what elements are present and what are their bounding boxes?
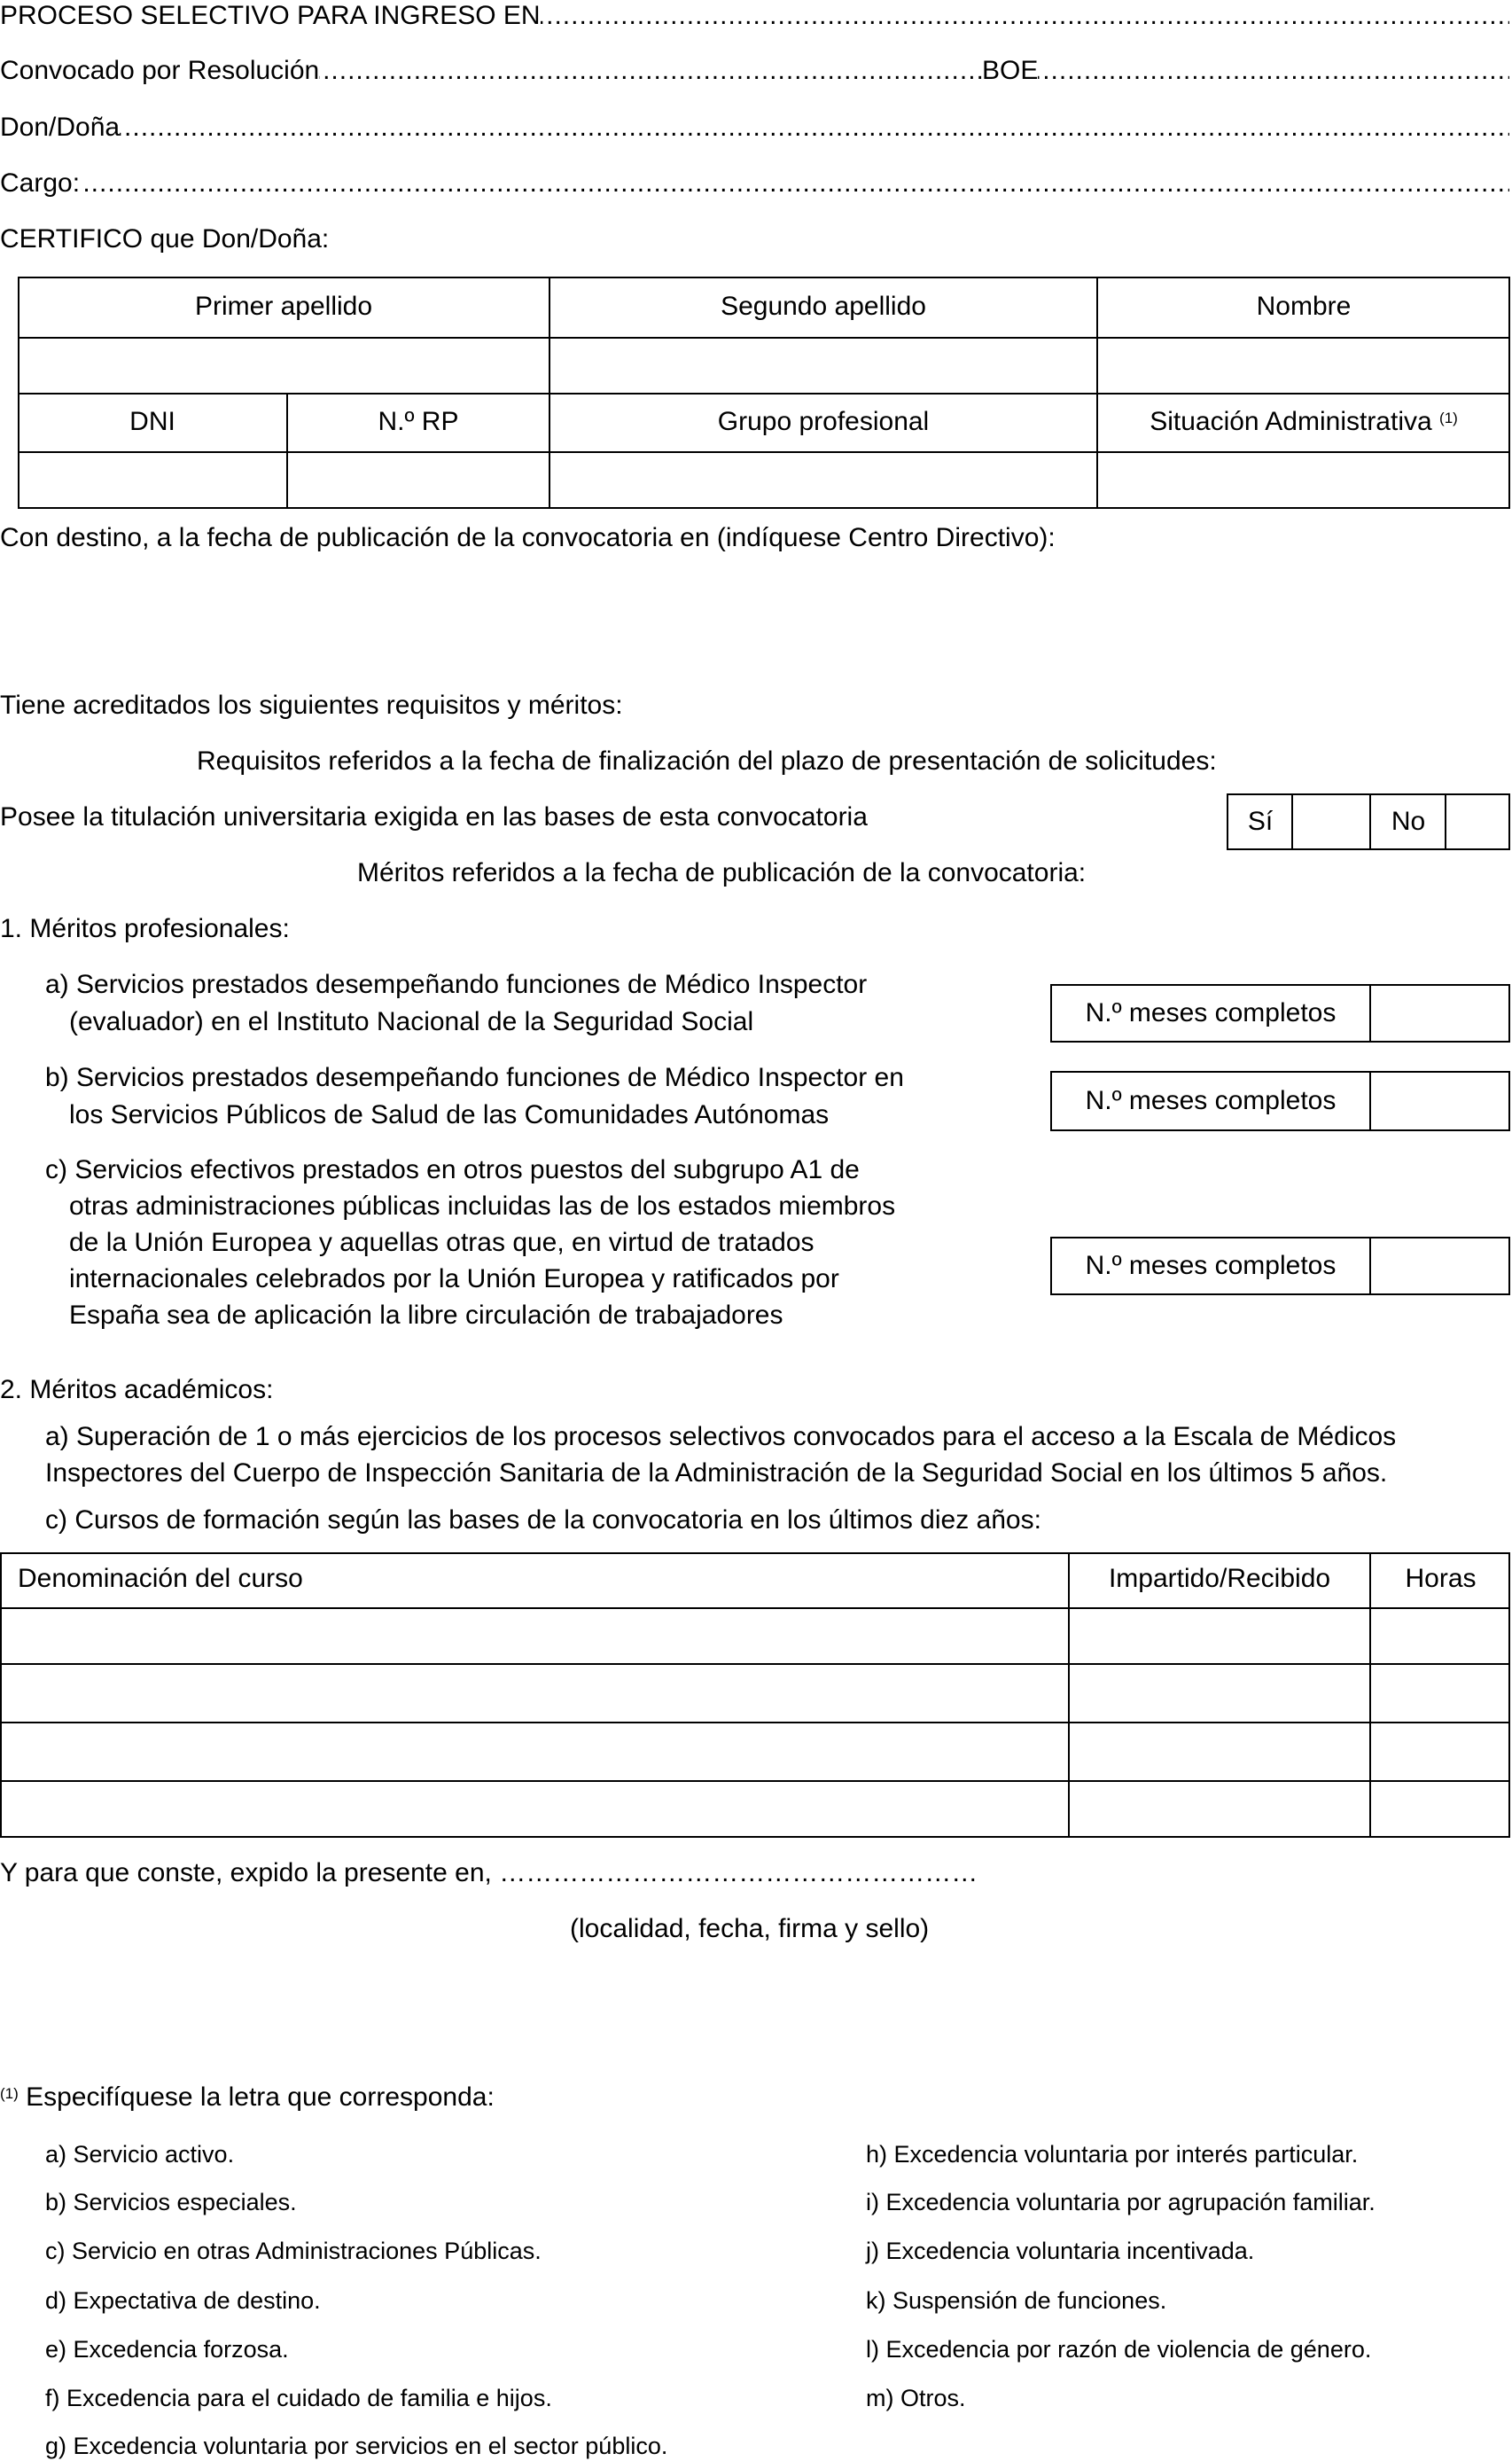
input-grupo[interactable] [551, 453, 1095, 508]
header-primer-apellido: Primer apellido [194, 292, 373, 321]
academicos-title: 2. Méritos académicos: [0, 1375, 274, 1404]
merito-c-line5: España sea de aplicación la libre circulación de trabajadores [69, 1301, 783, 1330]
meritos-title: Méritos referidos a la fecha de publicación de la convocatoria: [357, 858, 1087, 887]
merito-b-line1: b) Servicios prestados desempeñando funciones de Médico Inspector en [45, 1063, 904, 1092]
si-label: Sí [1247, 807, 1274, 836]
academicos-c: c) Cursos de formación según las bases de la convocatoria en los últimos diez años: [45, 1505, 1041, 1535]
footnote-right-2: j) Excedencia voluntaria incentivada. [866, 2238, 1255, 2264]
curso-row-2[interactable] [2, 1665, 1508, 1721]
conste-line [0, 1857, 978, 1889]
convocado-label: Convocado por Resolución [0, 56, 320, 85]
proceso-line [0, 0, 1509, 32]
merito-a-line1: a) Servicios prestados desempeñando funciones de Médico Inspector [45, 970, 868, 999]
proceso-label: PROCESO SELECTIVO PARA INGRESO EN [0, 1, 541, 30]
profesionales-title: 1. Méritos profesionales: [0, 914, 290, 943]
meses-input-a[interactable] [1371, 986, 1508, 1041]
header-impartido: Impartido/Recibido [1108, 1564, 1331, 1593]
curso-row-4[interactable] [2, 1782, 1508, 1836]
merito-c-line3: de la Unión Europea y aquellas otras que, en virtud de tratados [69, 1228, 814, 1257]
footnote-right-4: l) Excedencia por razón de violencia de género. [866, 2336, 1372, 2363]
cargo-label: Cargo: [0, 168, 81, 198]
boe-label: BOE [982, 56, 1039, 85]
header-segundo-apellido: Segundo apellido [721, 292, 926, 321]
firma-label: (localidad, fecha, firma y sello) [570, 1914, 930, 1943]
input-situacion[interactable] [1099, 453, 1508, 508]
footnote-right-5: m) Otros. [866, 2385, 966, 2411]
footnote-left-2: c) Servicio en otras Administraciones Públicas. [45, 2238, 542, 2264]
titulacion-text: Posee la titulación universitaria exigida en las bases de esta convocatoria [0, 802, 868, 832]
header-situacion [1097, 406, 1510, 438]
don-line [0, 112, 1509, 144]
footnote-ref-bottom: (1) [0, 2085, 19, 2102]
meses-label-a: N.º meses completos [1085, 998, 1337, 1027]
certifico-label: CERTIFICO que Don/Doña: [0, 224, 330, 254]
merito-c-line2: otras administraciones públicas incluidas las de los estados miembros [69, 1191, 896, 1221]
academicos-a-line1: a) Superación de 1 o más ejercicios de los procesos selectivos convocados para el acceso a la Escala de Médicos [45, 1422, 1397, 1451]
academicos-a-line2: Inspectores del Cuerpo de Inspección Sanitaria de la Administración de la Seguridad Social en los últimos 5 años. [45, 1458, 1388, 1488]
dot-leader [0, 168, 1509, 199]
no-label: No [1391, 807, 1426, 836]
footnote-right-1: i) Excedencia voluntaria por agrupación familiar. [866, 2189, 1376, 2215]
meses-input-b[interactable] [1371, 1073, 1508, 1129]
header-nombre: Nombre [1256, 292, 1352, 321]
si-checkbox[interactable] [1293, 795, 1369, 848]
header-horas: Horas [1405, 1564, 1477, 1593]
cargo-line [0, 168, 1509, 199]
merito-a-line2: (evaluador) en el Instituto Nacional de la Seguridad Social [69, 1007, 754, 1036]
conste-dots: ……………………………………………… [499, 1858, 978, 1887]
header-nrp: N.º RP [378, 407, 459, 436]
footnote-title-line [0, 2082, 495, 2113]
don-label: Don/Doña [0, 113, 121, 142]
input-dni[interactable] [19, 453, 285, 508]
footnote-left-1: b) Servicios especiales. [45, 2189, 297, 2215]
input-segundo-apellido[interactable] [551, 339, 1095, 392]
curso-row-1[interactable] [2, 1609, 1508, 1662]
conste-label: Y para que conste, expido la presente en, [0, 1858, 500, 1887]
no-checkbox[interactable] [1446, 795, 1508, 848]
input-nombre[interactable] [1099, 339, 1508, 392]
input-nrp[interactable] [289, 453, 548, 508]
dot-leader [0, 112, 1509, 144]
footnote-left-0: a) Servicio activo. [45, 2141, 235, 2168]
meses-label-c: N.º meses completos [1085, 1251, 1337, 1280]
meses-input-c[interactable] [1371, 1238, 1508, 1293]
input-primer-apellido[interactable] [19, 339, 548, 392]
footnote-title: Especifíquese la letra que corresponda: [18, 2082, 495, 2112]
requisitos-intro: Tiene acreditados los siguientes requisitos y méritos: [0, 691, 623, 720]
footnote-left-4: e) Excedencia forzosa. [45, 2336, 289, 2363]
footnote-right-3: k) Suspensión de funciones. [866, 2287, 1167, 2314]
footnote-left-3: d) Expectativa de destino. [45, 2287, 321, 2314]
meses-label-b: N.º meses completos [1085, 1086, 1337, 1115]
footnote-left-5: f) Excedencia para el cuidado de familia e hijos. [45, 2385, 552, 2411]
merito-b-line2: los Servicios Públicos de Salud de las Comunidades Autónomas [69, 1100, 830, 1129]
footnote-right-0: h) Excedencia voluntaria por interés particular. [866, 2141, 1359, 2168]
curso-row-3[interactable] [2, 1723, 1508, 1779]
header-denominacion: Denominación del curso [18, 1564, 303, 1593]
footnote-left-6: g) Excedencia voluntaria por servicios en el sector público. [45, 2433, 668, 2459]
convocado-line [0, 55, 1509, 87]
footnote-ref: (1) [1439, 410, 1458, 426]
requisitos-title: Requisitos referidos a la fecha de finalización del plazo de presentación de solicitudes: [197, 746, 1217, 776]
header-grupo: Grupo profesional [717, 407, 930, 436]
destino-intro: Con destino, a la fecha de publicación de la convocatoria en (indíquese Centro Directivo): [0, 523, 1056, 552]
situacion-label: Situación Administrativa [1150, 407, 1432, 436]
header-dni: DNI [129, 407, 175, 436]
merito-c-line4: internacionales celebrados por la Unión Europea y ratificados por [69, 1264, 839, 1293]
merito-c-line1: c) Servicios efectivos prestados en otros puestos del subgrupo A1 de [45, 1155, 860, 1184]
